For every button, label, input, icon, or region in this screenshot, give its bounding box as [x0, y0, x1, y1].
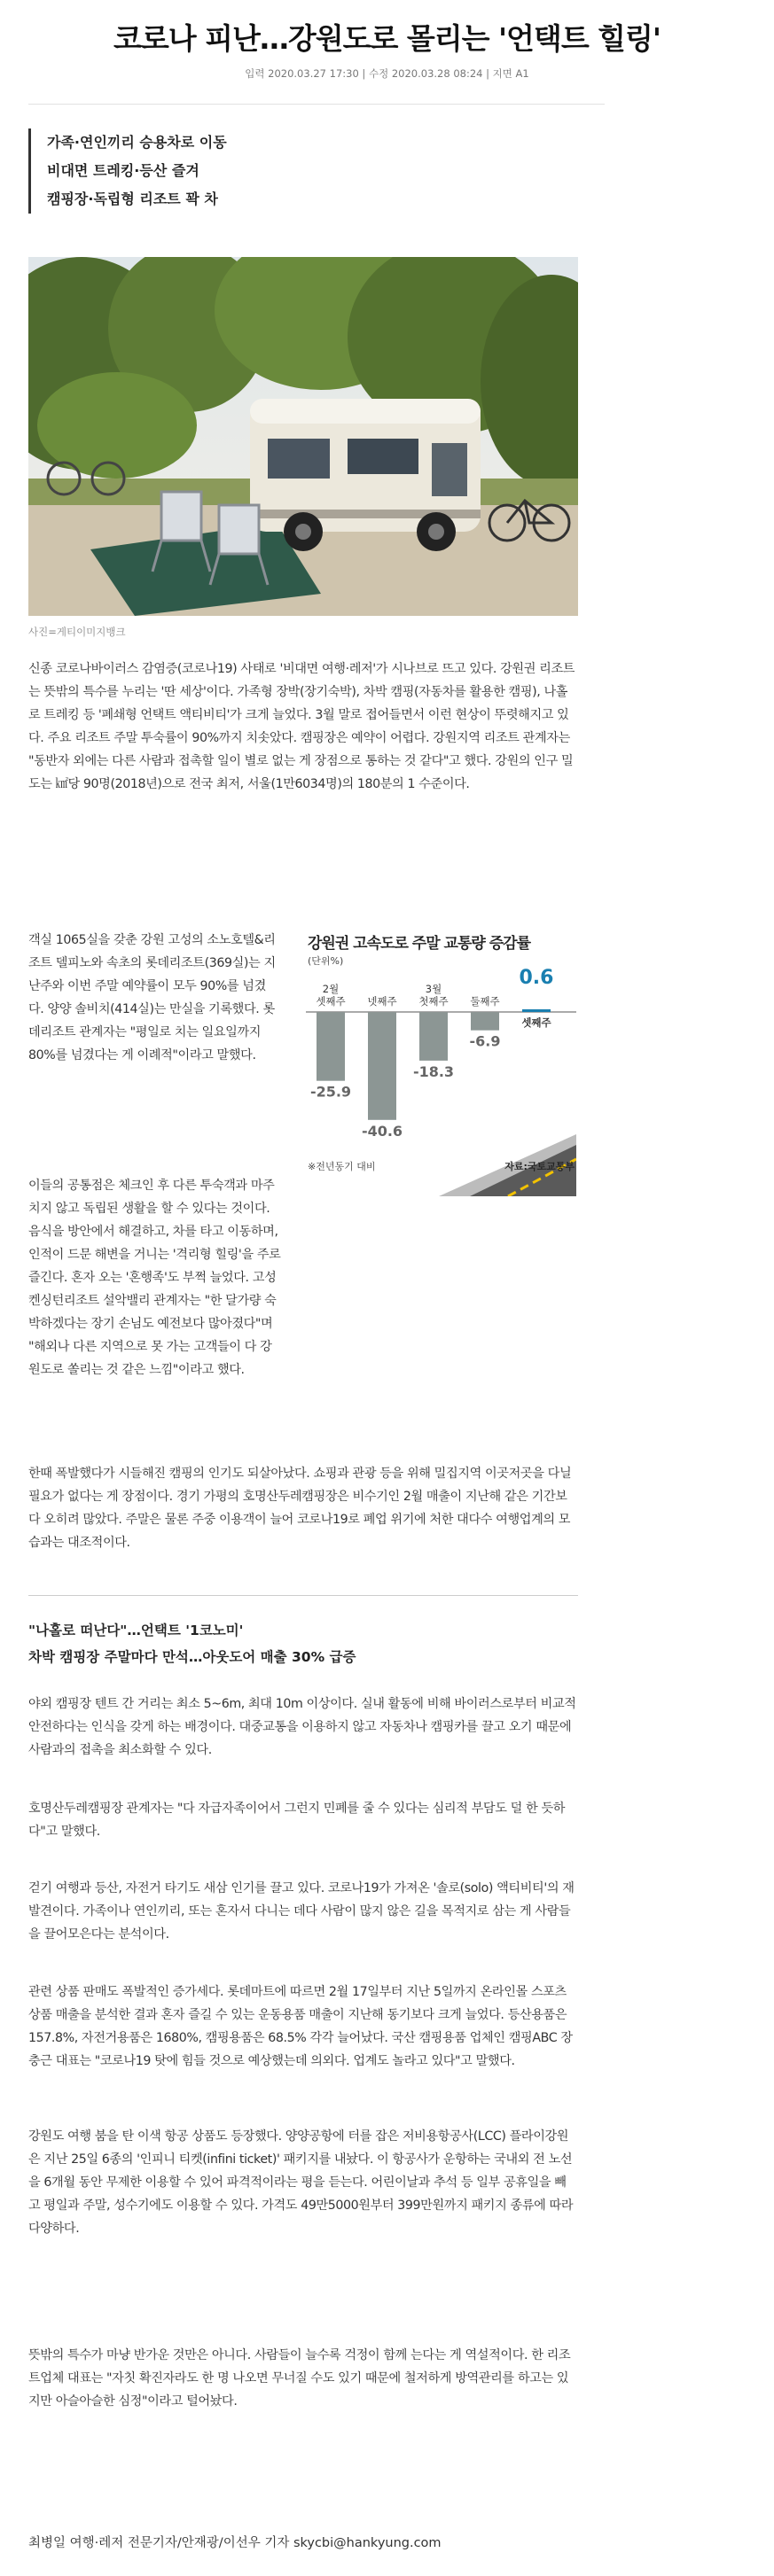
chart-bar [471, 1012, 499, 1031]
article-title: 코로나 피난…강원도로 몰리는 '언택트 힐링' [113, 21, 661, 56]
chart-value-label: -6.9 [469, 1032, 501, 1050]
traffic-chart [306, 930, 576, 1196]
article-paragraph: 한때 폭발했다가 시들해진 캠핑의 인기도 되살아났다. 쇼핑과 관광 등을 위해 밀집지역 이곳저곳을 다닐 필요가 없다는 게 장점이다. 경기 가평의 호명산두레캠핑장은 비수기인 2월 매출이 지난해 같은 기간보다 오히려 많았다. 주말은 물론 주중 이용객이 늘어 코로나19로 폐업 위기에 처한 대다수 여행업계의 모습과는 대조적이다. [28, 1467, 572, 1550]
chart-category-label: 둘째주 [470, 995, 500, 1008]
chart-footnote: ※전년동기 대비 [308, 1161, 376, 1172]
chart-category-label: 넷째주 [367, 995, 397, 1008]
chart-category-label: 2월 셋째주 [316, 983, 346, 1008]
photo-caption: 사진=게티이미지뱅크 [28, 626, 126, 638]
camper-van-photo [28, 257, 578, 616]
article-meta: 입력 2020.03.27 17:30 | 수정 2020.03.28 08:24 | 지면 A1 [245, 67, 529, 80]
article-photo [28, 257, 578, 616]
summary-line: 캠핑장·독립형 리조트 꽉 차 [47, 191, 218, 207]
article-summary [28, 128, 227, 214]
article-byline: 최병일 여행·레저 전문기자/안재광/이선우 기자 skycbi@hankyung.com [28, 2536, 442, 2550]
chart-bar [317, 1012, 345, 1081]
chart-value-label: -18.3 [412, 1062, 455, 1080]
chart-bar [368, 1012, 396, 1120]
subheading: 차박 캠핑장 주말마다 만석…아웃도어 매출 30% 급증 [28, 1649, 356, 1665]
subheading: "나홀로 떠난다"…언택트 '1코노미' [28, 1623, 244, 1638]
traffic-chart-svg [306, 930, 576, 1196]
article-paragraph: 뜻밖의 특수가 마냥 반가운 것만은 아니다. 사람들이 늘수록 걱정이 함께 는다는 게 역설적이다. 한 리조트업체 대표는 "자칫 확진자라도 한 명 나오면 무너질 수도 있기 때문에 철저하게 방역관리를 하고는 있지만 아슬아슬한 심정"이라고 털어놨다. [28, 2348, 571, 2409]
article-paragraph: 야외 캠핑장 텐트 간 거리는 최소 5~6m, 최대 10m 이상이다. 실내 활동에 비해 바이러스로부터 비교적 안전하다는 인식을 갖게 하는 배경이다. 대중교통을 이용하지 않고 자동차나 캠핑카를 끌고 오기 때문에 사람과의 접촉을 최소화할 수 있다. [28, 1697, 576, 1757]
summary-line: 비대면 트레킹·등산 즐겨 [47, 162, 199, 179]
divider [28, 1595, 578, 1596]
chart-unit: (단위%) [308, 955, 344, 967]
divider [28, 104, 605, 105]
chart-bar [522, 1009, 551, 1012]
chart-value-label: 0.6 [519, 967, 554, 990]
article-paragraph: 이들의 공통점은 체크인 후 다른 투숙객과 마주치지 않고 독립된 생활을 할 수 있다는 것이다. 음식을 방안에서 해결하고, 차를 타고 이동하며, 인적이 드문 해변을 거니는 '격리형 힐링'을 주로 즐긴다. 혼자 오는 '혼행족'도 부쩍 늘었다. 고성 켄싱턴리조트 설악밸리 관계자는 "한 달가량 숙박하겠다는 장기 손님도 예전보다 많아졌다"며 "해외나 다른 지역으로 못 가는 고객들이 다 강원도로 쏠리는 것 같은 느낌"이라고 했다. [28, 1179, 281, 1377]
chart-title: 강원권 고속도로 주말 교통량 증감률 [308, 935, 531, 953]
chart-category-label: 셋째주 [521, 1016, 551, 1029]
chart-source: 자료:국토교통부 [504, 1161, 575, 1172]
article-paragraph: 관련 상품 판매도 폭발적인 증가세다. 롯데마트에 따르면 2월 17일부터 지난 5일까지 온라인몰 스포츠 상품 매출을 분석한 결과 혼자 즐길 수 있는 운동용품 매출이 지난해 동기보다 크게 늘었다. 등산용품은 157.8%, 자전거용품은 1680%, 캠핑용품은 68.5% 각각 늘어났다. 국산 캠핑용품 업체인 캠핑ABC 장충근 대표는 "코로나19 탓에 힘들 것으로 예상했는데 의외다. 업계도 놀라고 있다"고 말했다. [28, 1985, 573, 2068]
article-paragraph: 호명산두레캠핑장 관계자는 "다 자급자족이어서 그런지 민폐를 줄 수 있다는 심리적 부담도 덜 한 듯하다"고 말했다. [28, 1802, 566, 1839]
article-paragraph: 객실 1065실을 갖춘 강원 고성의 소노호텔&리조트 델피노와 속초의 롯데리조트(369실)는 지난주와 이번 주말 예약률이 모두 90%를 넘겼다. 양양 솔비치(414실)는 만실을 기록했다. 롯데리조트 관계자는 "평일로 치는 일요일까지 80%를 넘겼다는 게 이례적"이라고 말했다. [28, 933, 276, 1062]
summary-line: 가족·연인끼리 승용차로 이동 [47, 134, 227, 151]
article-paragraph: 걷기 여행과 등산, 자전거 타기도 새삼 인기를 끌고 있다. 코로나19가 가져온 '솔로(solo) 액티비티'의 재발견이다. 가족이나 연인끼리, 또는 혼자서 다니는 데다 사람이 많지 않은 길을 목적지로 삼는 게 사람들을 끌어모은다는 분석이다. [28, 1881, 575, 1942]
chart-value-label: -25.9 [309, 1083, 352, 1101]
article-paragraph: 강원도 여행 붐을 탄 이색 항공 상품도 등장했다. 양양공항에 터를 잡은 저비용항공사(LCC) 플라이강원은 지난 25일 6종의 '인피니 티켓(infini ticket)' 패키지를 내놨다. 이 항공사가 운항하는 국내외 전 노선을 6개월 동안 무제한 이용할 수 있어 파격적이라는 평을 듣는다. 어린이날과 추석 등 일부 공휴일을 빼고 평일과 주말, 성수기에도 이용할 수 있다. 가격도 49만5000원부터 399만원까지 패키지 종류에 따라 다양하다. [28, 2129, 574, 2236]
chart-bar [419, 1012, 448, 1061]
chart-value-label: -40.6 [361, 1122, 403, 1140]
article-paragraph: 신종 코로나바이러스 감염증(코로나19) 사태로 '비대면 여행·레저'가 시나브로 뜨고 있다. 강원권 리조트는 뜻밖의 특수를 누리는 '딴 세상'이다. 가족형 장박(장기숙박), 차박 캠핑(자동차를 활용한 캠핑), 나홀로 트레킹 등 '폐쇄형 언택트 액티비티'가 크게 늘었다. 3월 말로 접어들면서 이런 현상이 뚜렷해지고 있다. 주요 리조트 주말 투숙률이 90%까지 치솟았다. 캠핑장은 예약이 어렵다. 강원지역 리조트 관계자는 "동반자 외에는 다른 사람과 접촉할 일이 별로 없는 게 장점으로 통하는 것 같다"고 했다. 강원의 인구 밀도는 ㎢당 90명(2018년)으로 전국 최저, 서울(1만6034명)의 180분의 1 수준이다. [28, 662, 575, 791]
chart-category-label: 3월 첫째주 [418, 983, 449, 1008]
